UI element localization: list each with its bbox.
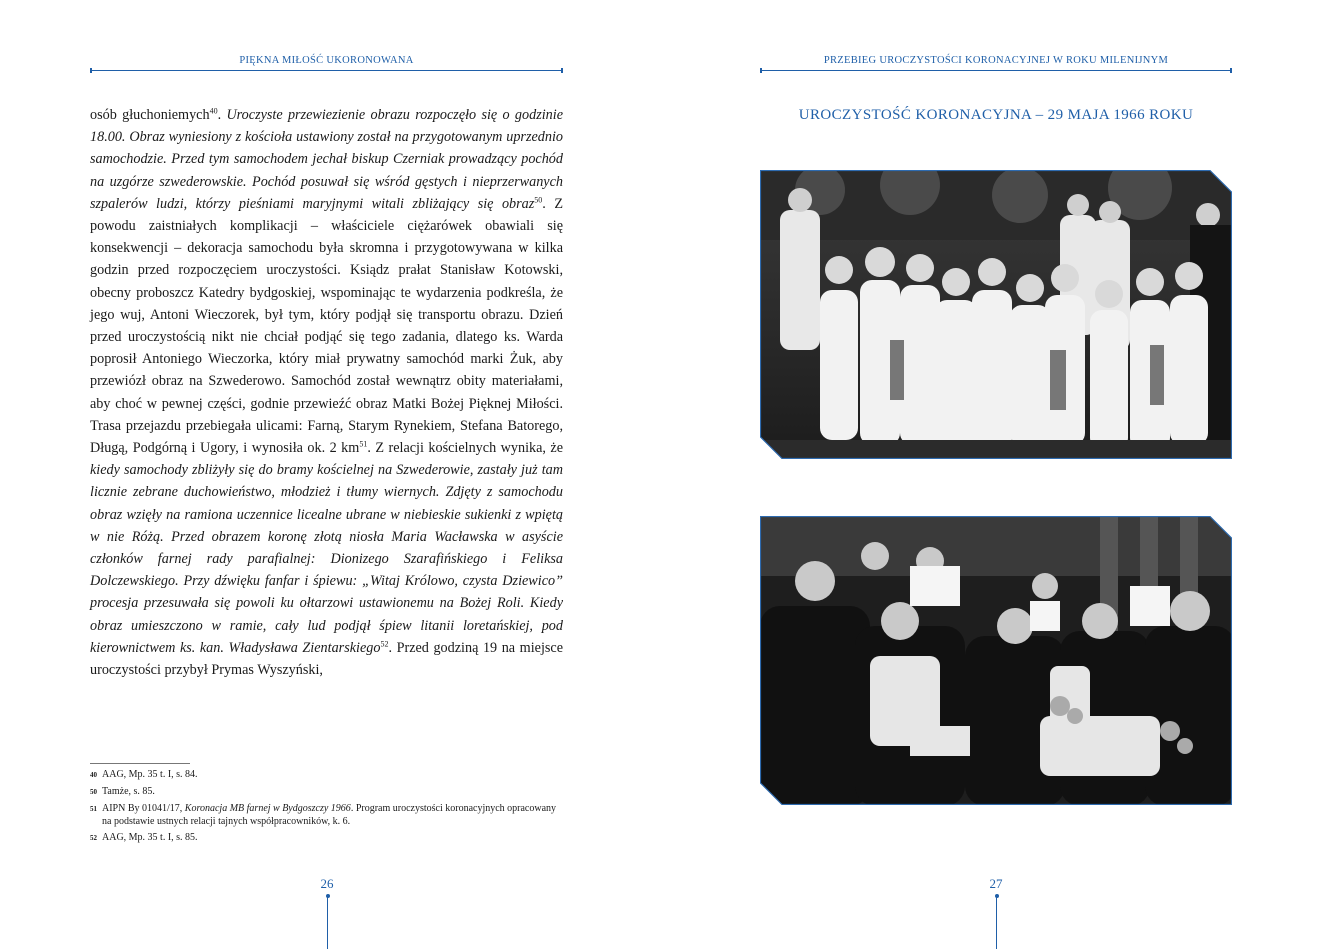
footnote-ref-50[interactable]: 50 (534, 195, 543, 205)
footnote (90, 768, 563, 782)
footnote-ref-40[interactable]: 40 (209, 106, 218, 116)
folio-line-right (996, 896, 997, 949)
photo-clergy-seated (760, 516, 1232, 805)
footnote-rule (90, 763, 190, 764)
footnote-number: 40 (90, 771, 97, 779)
head-rule-right (760, 70, 1232, 71)
footnote-ref-52[interactable]: 52 (380, 639, 389, 649)
footnote-text-run: . Program uroczystości koronacyjnych opracowany na podstawie ustnych relacji tajnych współpracowników, k. 6. (102, 803, 557, 827)
folio-line-left (327, 896, 328, 949)
photo-children-image (760, 170, 1232, 459)
footnote-text-run: AIPN By 01041/17, (102, 803, 185, 814)
footnote (90, 802, 563, 828)
footnote-number: 50 (90, 788, 97, 796)
running-head-right: PRZEBIEG UROCZYSTOŚCI KORONACYJNEJ W ROKU MILENIJNYM (823, 55, 1169, 66)
running-head-left: PIĘKNA MIŁOŚĆ UKORONOWANA (239, 55, 414, 66)
text-run: osób głuchoniemych (90, 107, 210, 123)
text-run: . (217, 107, 227, 123)
footnote-text: Tamże, s. 85. (102, 786, 155, 797)
italic-quote: Uroczyste przewiezienie obrazu rozpoczęło się o godzinie 18.00. Obraz wyniesiony z kościoła ustawiony został na przygotowanym uprzednio samochodzie. Przed tym samochodem jechał biskup Czerniak prowadzący pochód na uzgórze szwederowskie. Pochód posuwał się wśród gęstych i nieprzerwanych szpalerów ludzi, którzy pieśniami maryjnymi witali zbliżający się obraz (90, 107, 563, 212)
photo-children-procession (760, 170, 1232, 459)
italic-quote: kiedy samochody zbliżyły się do bramy kościelnej na Szwederowie, zastały już tam licznie zebrane duchowieństwo, młodzież i tłumy wiernych. Zdjęty z samochodu obraz wzięły na ramiona uczennice licealne ubrane w niebieskie sukienki z wpiętą w nie Różą. Przed obrazem koronę złotą niosła Maria Wacławska w asyście członków farnej rady parafialnej: Dionizego Szarafińskiego i Feliksa Dolczewskiego. Przy dźwięku fanfar i śpiewu: „Witaj Królowo, czysta Dziewico” procesja przesuwała się powoli ku ołtarzowi ustawionemu na Bożej Roli. Kiedy obraz umieszczono w ramie, cały lud podjął śpiew litanii loretańskiej, pod kierownictwem ks. kan. Władysława Zientarskiego (90, 462, 563, 656)
text-run: . Z powodu zaistniałych komplikacji – właściciele ciężarówek obawiali się konsekwencji – dekoracja samochodu była skromna i przygotowywana w kilka godzin przed rozpoczęciem uroczystości. Ksiądz prałat Stanisław Kotowski, obecny proboszcz Katedry bydgoskiej, wspominając te wydarzenia podkreśla, że jego wuj, Antoni Wieczorek, był tym, który podjął się transportu obrazu. Dzień przed uroczystością nikt nie chciał podjąć się tego zadania, dlatego ks. Warda poprosił Antoniego Wieczorka, który miał prywatny samochód marki Żuk, aby przewiózł obraz na Szwederowo. Samochód został wewnątrz obity materiałami, aby choć w pewnej części, godnie przewieźć obraz Matki Bożej Pięknej Miłości. Trasa przejazdu przebiegała ulicami: Farną, Starym Rynekiem, Stefana Batorego, Długą, Podgórną i Ugory, i wynosiła ok. 2 km (90, 195, 564, 457)
right-page (662, 0, 1323, 949)
body-text (90, 104, 563, 681)
text-run: . Przed godziną 19 na miejsce uroczystości przybył Prymas Wyszyński, (90, 639, 563, 679)
footnote-number: 52 (90, 834, 97, 842)
footnote-text (102, 802, 563, 828)
footnote-ref-51[interactable]: 51 (359, 439, 368, 449)
head-rule-left (90, 70, 563, 71)
footnote-text: AAG, Mp. 35 t. I, s. 85. (102, 832, 198, 843)
section-title: UROCZYSTOŚĆ KORONACYJNA – 29 MAJA 1966 ROKU (798, 107, 1194, 123)
footnotes (90, 768, 563, 848)
page-number-left: 26 (320, 876, 334, 891)
footnote-text: AAG, Mp. 35 t. I, s. 84. (102, 769, 198, 780)
page-number-right: 27 (989, 876, 1003, 891)
footnote-title: Koronacja MB farnej w Bydgoszczy 1966 (184, 803, 351, 814)
text-run: . Z relacji kościelnych wynika, że (367, 440, 564, 457)
footnote (90, 831, 563, 845)
footnote (90, 785, 563, 799)
body-paragraph (90, 104, 563, 681)
footnote-number: 51 (90, 805, 97, 813)
photo-clergy-image (760, 516, 1232, 805)
